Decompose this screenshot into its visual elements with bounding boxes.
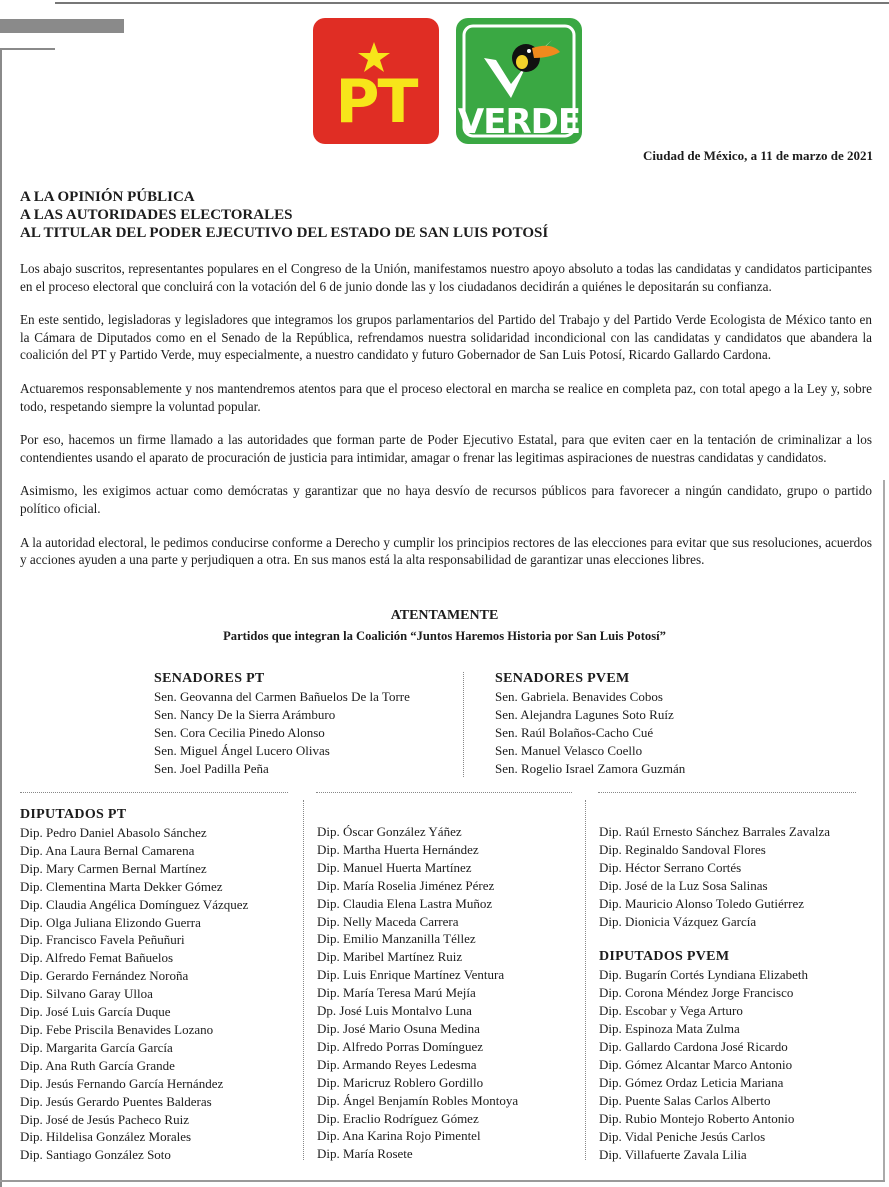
addressee-block: [20, 188, 548, 242]
dateline: Ciudad de México, a 11 de marzo de 2021: [642, 148, 873, 163]
signatory-name: Sen. Rogelio Israel Zamora Guzmán: [495, 760, 686, 776]
signatory-name: Dip. José de la Luz Sosa Salinas: [599, 877, 768, 893]
signatory-name: Dip. Maribel Martínez Ruiz: [317, 949, 463, 965]
signatory-name: Dip. Vidal Peniche Jesús Carlos: [599, 1128, 766, 1144]
signatory-name: Dip. Mary Carmen Bernal Martínez: [20, 860, 207, 876]
section-heading: SENADORES PVEM: [495, 671, 630, 686]
signatory-name: Dip. Claudia Elena Lastra Muñoz: [317, 895, 493, 911]
signatory-name: Sen. Miguel Ángel Lucero Olivas: [154, 742, 330, 758]
signatory-name: Sen. Joel Padilla Peña: [154, 760, 269, 776]
signatory-name: Dip. Olga Juliana Elizondo Guerra: [20, 914, 201, 930]
senadores-pvem-list: [495, 670, 685, 778]
atentamente-heading: ATENTAMENTE: [390, 608, 499, 623]
signatory-name: Dip. Francisco Favela Peñuñuri: [20, 932, 185, 948]
signatory-name: Dip. María Teresa Marú Mejía: [317, 985, 476, 1001]
signatory-name: Dip. Escobar y Vega Arturo: [599, 1003, 743, 1019]
address-line: A LAS AUTORIDADES ELECTORALES: [20, 207, 293, 223]
signatory-name: Dip. Rubio Montejo Roberto Antonio: [599, 1110, 795, 1126]
signatory-name: Dip. Ana Ruth García Grande: [20, 1057, 175, 1073]
signatory-name: Dip. José de Jesús Pacheco Ruiz: [20, 1111, 189, 1127]
address-line: AL TITULAR DEL PODER EJECUTIVO DEL ESTADO DE SAN LUIS POTOSÍ: [20, 225, 549, 241]
paragraph: A la autoridad electoral, le pedimos conducirse conforme a Derecho y cumplir los principios rectores de las elecciones para evitar que sus resoluciones, acuerdos y acciones ayuden a una parte y perjudiquen a otra. En sus manos está la alta responsabilidad de garantizar unas elecciones libres.: [20, 534, 872, 568]
signatory-name: Dip. Clementina Marta Dekker Gómez: [20, 878, 223, 894]
section-heading: DIPUTADOS PT: [20, 807, 127, 822]
signatory-name: Dip. Luis Enrique Martínez Ventura: [317, 967, 505, 983]
column-divider: [303, 800, 304, 1160]
signatory-name: Dip. Alfredo Porras Domínguez: [317, 1038, 484, 1054]
pt-logo-text: PT: [335, 67, 417, 137]
diputados-pt-column-1: [20, 806, 248, 1164]
signatory-name: Dip. Armando Reyes Ledesma: [317, 1056, 477, 1072]
signatory-name: Dip. Gómez Alcantar Marco Antonio: [599, 1056, 793, 1072]
signatory-name: Dip. Ana Karina Rojo Pimentel: [317, 1128, 481, 1144]
signatory-name: Dip. Gallardo Cardona José Ricardo: [599, 1039, 788, 1055]
signatory-name: Sen. Gabriela. Benavides Cobos: [495, 689, 663, 704]
signatory-name: Dip. José Mario Osuna Medina: [317, 1020, 480, 1036]
diputados-right-column: [599, 823, 830, 1163]
signatory-name: Dip. Gómez Ordaz Leticia Mariana: [599, 1074, 784, 1090]
paragraph: Actuaremos responsablemente y nos mantendremos atentos para que el proceso electoral en marcha se realice en completa paz, con total apego a la Ley y, sobre todo, respetando siempre la voluntad popular.: [20, 380, 872, 414]
signatory-name: Dip. Jesús Fernando García Hernández: [20, 1075, 224, 1091]
bottom-rule: [0, 1180, 885, 1182]
column-divider: [585, 800, 586, 1160]
signatory-name: Sen. Nancy De la Sierra Arámburo: [154, 706, 336, 722]
signatory-name: Dip. Óscar González Yáñez: [317, 824, 462, 839]
dotted-divider: [598, 792, 856, 793]
signatory-name: Dip. Claudia Angélica Domínguez Vázquez: [20, 896, 249, 912]
signatory-name: Dip. Margarita García García: [20, 1039, 173, 1055]
signatory-name: Dip. Martha Huerta Hernández: [317, 841, 479, 857]
signatory-name: Dip. Bugarín Cortés Lyndiana Elizabeth: [599, 967, 809, 983]
signatory-name: Dip. Maricruz Roblero Gordillo: [317, 1074, 484, 1090]
senators-divider: [463, 672, 464, 777]
signatory-name: Dip. Emilio Manzanilla Téllez: [317, 931, 476, 947]
signatory-name: Dip. Gerardo Fernández Noroña: [20, 968, 189, 984]
verde-logo: [456, 18, 582, 144]
diputados-pvem-list: [599, 948, 830, 1163]
paragraph: Asimismo, les exigimos actuar como demócratas y garantizar que no haya desvío de recursos públicos para favorecer a ningún candidato, grupo o partido político oficial.: [20, 483, 872, 516]
signatory-name: Sen. Alejandra Lagunes Soto Ruíz: [495, 706, 674, 722]
left-frame-rule: [0, 48, 55, 50]
signatory-name: Dip. Nelly Maceda Carrera: [317, 913, 459, 929]
paragraph: Por eso, hacemos un firme llamado a las autoridades que forman parte de Poder Ejecutivo Estatal, para que eviten caer en la tentación de criminalizar a los contendientes usando el aparato de procuración de justicia para intimidar, amagar o frenar las legitimas aspiraciones de nuestras candidatas y candidatos.: [20, 432, 872, 465]
signatory-name: Dip. Pedro Daniel Abasolo Sánchez: [20, 825, 207, 840]
section-heading: SENADORES PT: [154, 671, 265, 686]
signatory-name: Dip. Espinoza Mata Zulma: [599, 1021, 740, 1037]
corner-bar: [0, 19, 124, 33]
signatory-name: Dip. Ángel Benjamín Robles Montoya: [317, 1092, 519, 1108]
top-rule: [55, 2, 889, 4]
address-line: A LA OPINIÓN PÚBLICA: [20, 189, 195, 205]
dotted-divider: [20, 792, 288, 793]
right-frame-border: [883, 480, 885, 1180]
signatory-name: Dip. Eraclio Rodríguez Gómez: [317, 1110, 479, 1126]
letter-body: [20, 260, 872, 585]
pt-logo: [313, 18, 439, 144]
verde-logo-text: VERDE: [457, 102, 581, 142]
signatory-name: Dip. Santiago González Soto: [20, 1147, 171, 1163]
paragraph: Los abajo suscritos, representantes populares en el Congreso de la Unión, manifestamos nuestro apoyo absoluto a todas las candidatas y candidatos participantes en el proceso electoral que concluirá con la votación del 6 de junio donde las y los ciudadanos decidirán a quiénes le depositarán su confianza.: [20, 261, 872, 294]
dotted-divider: [316, 792, 572, 793]
signatory-name: Dip. María Rosete: [317, 1146, 413, 1162]
signatory-name: Dip. Febe Priscila Benavides Lozano: [20, 1021, 214, 1037]
signatory-name: Dip. José Luis García Duque: [20, 1004, 171, 1020]
signatory-name: Dip. María Roselia Jiménez Pérez: [317, 877, 495, 893]
signatory-name: Dip. Puente Salas Carlos Alberto: [599, 1092, 771, 1108]
senadores-pt-list: [154, 670, 410, 778]
signatory-name: Dip. Alfredo Femat Bañuelos: [20, 950, 174, 966]
signatory-name: Dip. Corona Méndez Jorge Francisco: [599, 985, 794, 1001]
signatory-name: Dip. Villafuerte Zavala Lilia: [599, 1146, 747, 1162]
signatory-name: Sen. Cora Cecilia Pinedo Alonso: [154, 724, 325, 740]
signatory-name: Dip. Manuel Huerta Martínez: [317, 859, 472, 875]
section-heading: DIPUTADOS PVEM: [599, 949, 730, 965]
diputados-pt-column-2: [317, 823, 518, 1163]
signatory-name: Dip. Silvano Garay Ulloa: [20, 986, 153, 1002]
paragraph: En este sentido, legisladoras y legisladores que integramos los grupos parlamentarios del Partido del Trabajo y del Partido Verde Ecologista de México tanto en la Cámara de Diputados como en el Senado de la República, refrendamos nuestra solidaridad incondicional con las candidatas y candidatos que abandera la coalición del PT y Partido Verde, muy especialmente, a nuestro candidato y futuro Gobernador de San Luis Potosí, Ricardo Gallardo Cardona.: [20, 312, 872, 363]
signatory-name: Dip. Reginaldo Sandoval Flores: [599, 841, 766, 857]
signatory-name: Sen. Manuel Velasco Coello: [495, 742, 643, 758]
signatory-name: Dip. Raúl Ernesto Sánchez Barrales Zavalza: [599, 824, 831, 839]
signatory-name: Dip. Dionicia Vázquez García: [599, 913, 757, 929]
signatory-name: Sen. Raúl Bolaños-Cacho Cué: [495, 724, 654, 740]
signatory-name: Dip. Héctor Serrano Cortés: [599, 859, 742, 875]
signatory-name: Dip. Jesús Gerardo Puentes Balderas: [20, 1093, 212, 1109]
signatory-name: Dip. Hildelisa González Morales: [20, 1129, 192, 1145]
signatory-name: Sen. Geovanna del Carmen Bañuelos De la Torre: [154, 689, 410, 704]
signatory-name: Dip. Mauricio Alonso Toledo Gutiérrez: [599, 895, 805, 911]
coalition-subtitle: Partidos que integran la Coalición “Juntos Haremos Historia por San Luis Potosí”: [223, 629, 666, 643]
signatory-name: Dip. Ana Laura Bernal Camarena: [20, 842, 195, 858]
signatory-name: Dp. José Luis Montalvo Luna: [317, 1003, 472, 1019]
